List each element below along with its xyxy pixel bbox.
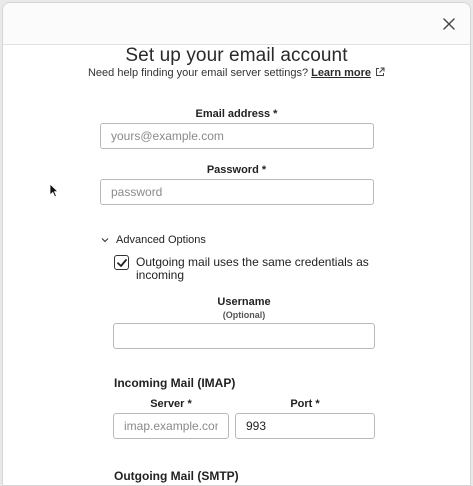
help-line xyxy=(3,67,470,79)
dialog-title: Set up your email account xyxy=(125,45,348,66)
email-label: Email address * xyxy=(195,108,278,120)
check-icon xyxy=(116,257,128,269)
imap-server-input[interactable] xyxy=(113,413,229,439)
server-label: Server * xyxy=(150,398,192,410)
username-optional-hint: (Optional) xyxy=(222,310,266,320)
imap-port-input[interactable] xyxy=(235,413,375,439)
close-button[interactable] xyxy=(440,15,458,33)
username-label: Username xyxy=(217,296,271,308)
outgoing-mail-heading: Outgoing Mail (SMTP) xyxy=(114,469,239,483)
port-label: Port * xyxy=(290,398,320,410)
email-setup-dialog xyxy=(2,2,471,486)
username-input[interactable] xyxy=(113,323,375,349)
password-label: Password * xyxy=(206,164,267,176)
chevron-down-icon xyxy=(101,236,109,244)
dialog-header-bar xyxy=(3,3,470,45)
external-link-icon xyxy=(375,67,385,77)
same-credentials-label: Outgoing mail uses the same credentials as incoming xyxy=(136,255,369,282)
learn-more-link[interactable]: Learn more xyxy=(311,67,372,79)
advanced-options-label: Advanced Options xyxy=(116,234,206,246)
same-credentials-checkbox[interactable] xyxy=(114,255,129,270)
password-input[interactable] xyxy=(100,179,374,205)
mouse-cursor-icon xyxy=(49,183,59,198)
incoming-mail-heading: Incoming Mail (IMAP) xyxy=(114,376,236,390)
close-icon xyxy=(440,15,458,33)
email-input[interactable] xyxy=(100,123,374,149)
help-text: Need help finding your email server settings? xyxy=(87,67,309,79)
advanced-options-toggle[interactable] xyxy=(101,234,206,246)
